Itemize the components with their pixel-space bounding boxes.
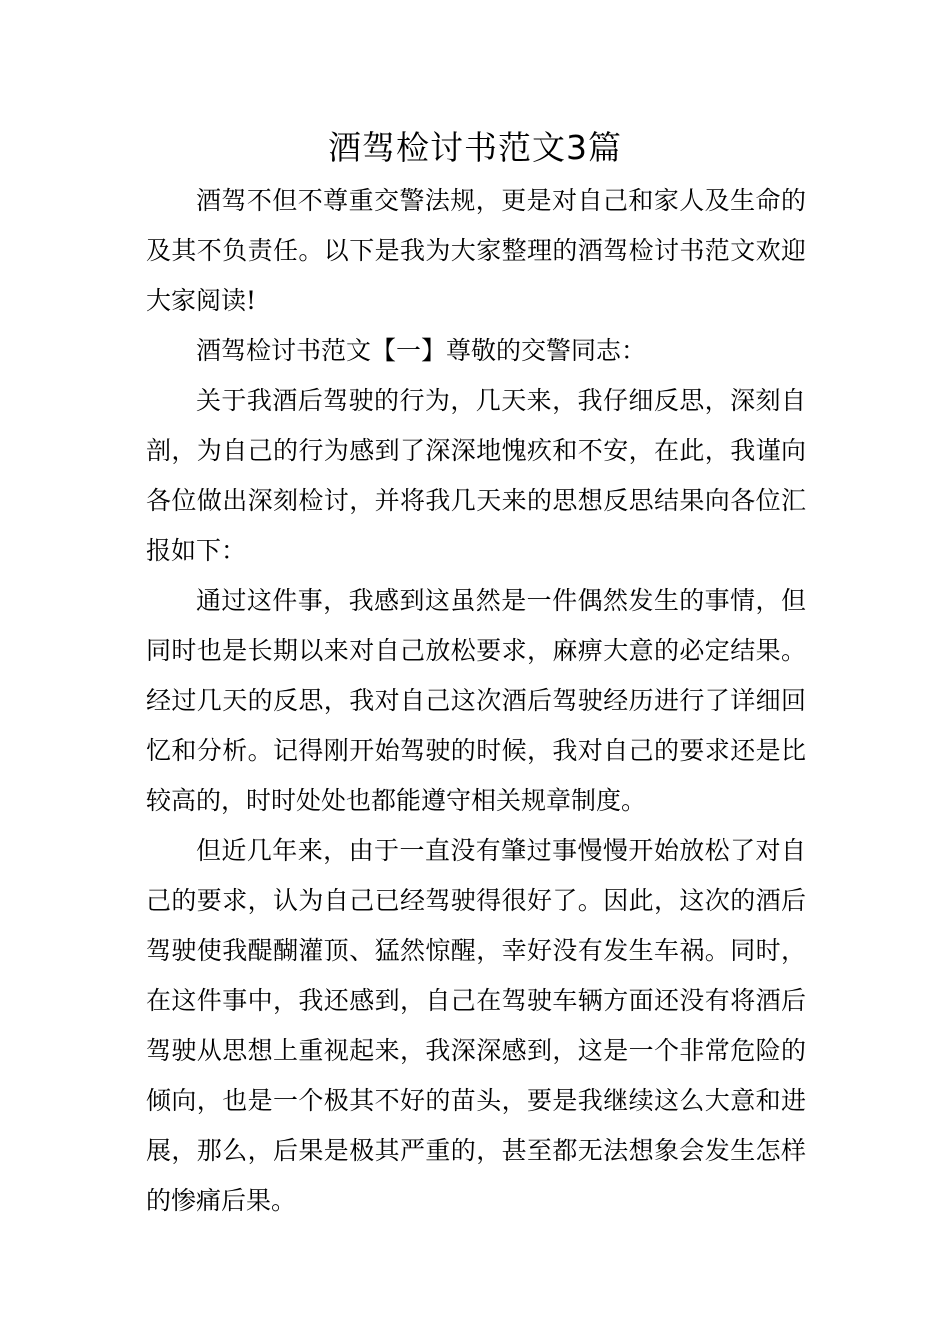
document-body xyxy=(146,176,806,1226)
body-paragraph: 通过这件事，我感到这虽然是一件偶然发生的事情，但同时也是长期以来对自己放松要求，麻痹大意的必定结果。经过几天的反思，我对自己这次酒后驾驶经历进行了详细回忆和分析。记得刚开始驾驶的时候，我对自己的要求还是比较高的，时时处处也都能遵守相关规章制度。 xyxy=(146,586,806,815)
document-title: 酒驾检讨书范文3篇 xyxy=(328,128,622,167)
section-heading-paragraph: 酒驾检讨书范文【一】尊敬的交警同志： xyxy=(196,336,647,365)
body-paragraph: 关于我酒后驾驶的行为，几天来，我仔细反思，深刻自剖，为自己的行为感到了深深地愧疚和不安，在此，我谨向各位做出深刻检讨，并将我几天来的思想反思结果向各位汇报如下： xyxy=(146,386,806,565)
intro-paragraph: 酒驾不但不尊重交警法规，更是对自己和家人及生命的及其不负责任。以下是我为大家整理的酒驾检讨书范文欢迎大家阅读! xyxy=(146,186,806,315)
body-paragraph: 但近几年来，由于一直没有肇过事慢慢开始放松了对自己的要求，认为自己已经驾驶得很好了。因此，这次的酒后驾驶使我醍醐灌顶、猛然惊醒，幸好没有发生车祸。同时，在这件事中，我还感到，自己在驾驶车辆方面还没有将酒后驾驶从思想上重视起来，我深深感到，这是一个非常危险的倾向，也是一个极其不好的苗头，要是我继续这么大意和进展，那么，后果是极其严重的，甚至都无法想象会发生怎样的惨痛后果。 xyxy=(146,836,806,1215)
